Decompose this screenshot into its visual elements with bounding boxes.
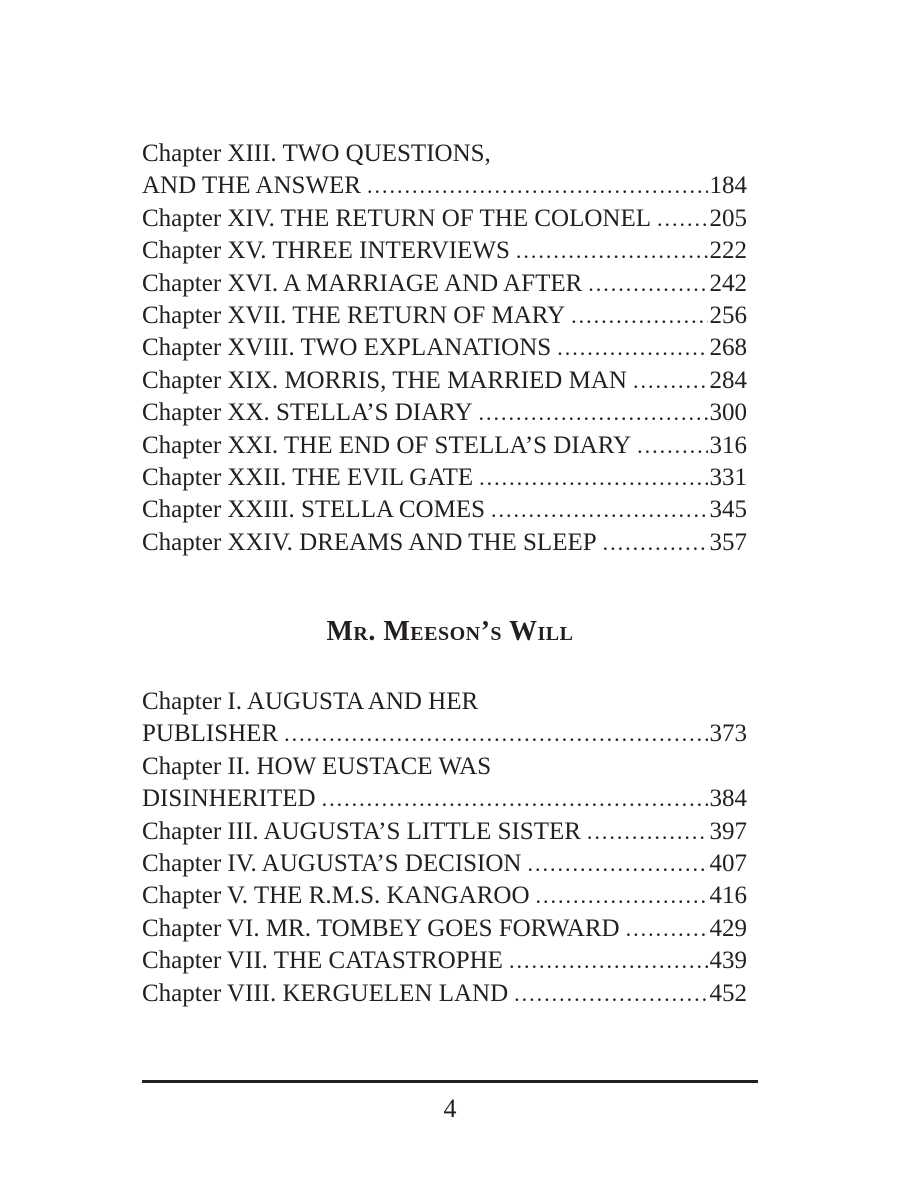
toc-entry-title: Chapter II. HOW EUSTACE WAS [142,752,492,780]
toc-entry-title: Chapter XXI. THE END OF STELLA’S DIARY [142,431,632,459]
toc-entry-title: Chapter XVIII. TWO EXPLANATIONS [142,334,552,362]
toc-entry-page: 300 [709,399,747,427]
toc-list-bottom [142,686,747,1010]
toc-entry [142,203,747,235]
toc-entry-page: 373 [709,720,747,748]
toc-entry-title: Chapter XVII. THE RETURN OF MARY [142,301,566,329]
dot-leader [479,397,708,429]
dot-leader [657,203,708,235]
toc-entry [142,462,747,494]
toc-entry-page: 407 [709,849,747,877]
toc-entry [142,365,747,397]
toc-entry [142,913,747,945]
toc-entry-title: Chapter IV. AUGUSTA’S DECISION [142,849,522,877]
dot-leader [587,816,708,848]
dot-leader [588,268,707,300]
toc-entry-title: Chapter XXIII. STELLA COMES [142,496,486,524]
dot-leader [367,170,708,202]
toc-entry-page: 205 [709,204,747,232]
dot-leader [284,718,707,750]
toc-entry-page: 316 [709,431,747,459]
toc-entry [142,783,747,815]
dot-leader [527,848,707,880]
toc-entry-page: 268 [709,334,747,362]
toc-entry-title: Chapter VIII. KERGUELEN LAND [142,979,509,1007]
dot-leader [637,430,707,462]
toc-list-top [142,138,747,559]
toc-entry-page: 256 [709,301,747,329]
toc-entry-page: 416 [709,882,747,910]
toc-entry-page: 345 [709,496,747,524]
toc-entry-title: Chapter XV. THREE INTERVIEWS [142,237,510,265]
toc-entry [142,527,747,559]
dot-leader [479,462,707,494]
dot-leader [603,527,708,559]
toc-entry-page: 331 [709,463,747,491]
toc-entry-page: 222 [709,237,747,265]
toc-entry-title: Chapter XIV. THE RETURN OF THE COLONEL [142,204,651,232]
toc-entry-page: 357 [709,528,747,556]
toc-entry-page: 384 [709,785,747,813]
toc-entry-title: DISINHERITED [142,785,316,813]
toc-entry [142,430,747,462]
toc-entry-title: Chapter XIII. TWO QUESTIONS, [142,140,491,167]
toc-entry [142,300,747,332]
section-title: Mr. Meeson’s Will [326,616,574,647]
dot-leader [633,365,708,397]
toc-entry [142,848,747,880]
toc-entry-title: Chapter VI. MR. TOMBEY GOES FORWARD [142,914,620,942]
toc-entry-title: Chapter XXII. THE EVIL GATE [142,463,474,491]
toc-entry-title: Chapter III. AUGUSTA’S LITTLE SISTER [142,817,581,845]
toc-entry-page: 184 [709,172,747,200]
page-number: 4 [443,1094,457,1123]
toc-entry-title: Chapter XXIV. DREAMS AND THE SLEEP [142,528,597,556]
toc-entry [142,816,747,848]
toc-entry [142,235,747,267]
toc-entry-title: Chapter XVI. A MARRIAGE AND AFTER [142,269,583,297]
dot-leader [571,300,707,332]
toc-entry-page: 429 [709,914,747,942]
toc-entry [142,268,747,300]
toc-entry-page: 452 [709,979,747,1007]
dot-leader [557,332,707,364]
toc-entry [142,397,747,429]
dot-leader [509,945,708,977]
toc-entry [142,880,747,912]
dot-leader [626,913,708,945]
toc-entry [142,978,747,1010]
footer-rule [142,1080,758,1083]
toc-entry [142,494,747,526]
dot-leader [322,783,708,815]
toc-entry [142,138,747,170]
toc-entry-title: PUBLISHER [142,720,279,748]
toc-entry [142,945,747,977]
toc-entry-title: Chapter V. THE R.M.S. KANGAROO [142,882,530,910]
toc-entry-title: AND THE ANSWER [142,172,361,200]
dot-leader [516,235,708,267]
toc-entry-title: Chapter XX. STELLA’S DIARY [142,399,473,427]
toc-entry [142,751,747,783]
toc-entry [142,686,747,718]
toc-entry-title: Chapter XIX. MORRIS, THE MARRIED MAN [142,366,627,394]
toc-entry [142,170,747,202]
toc-entry-page: 284 [709,366,747,394]
dot-leader [514,978,707,1010]
toc-entry-page: 242 [709,269,747,297]
dot-leader [491,494,707,526]
toc-entry-title: Chapter VII. THE CATASTROPHE [142,947,503,975]
toc-entry-title: Chapter I. AUGUSTA AND HER [142,688,479,715]
toc-entry-page: 439 [709,947,747,975]
toc-entry [142,718,747,750]
toc-entry [142,332,747,364]
dot-leader [536,880,708,912]
toc-entry-page: 397 [709,817,747,845]
